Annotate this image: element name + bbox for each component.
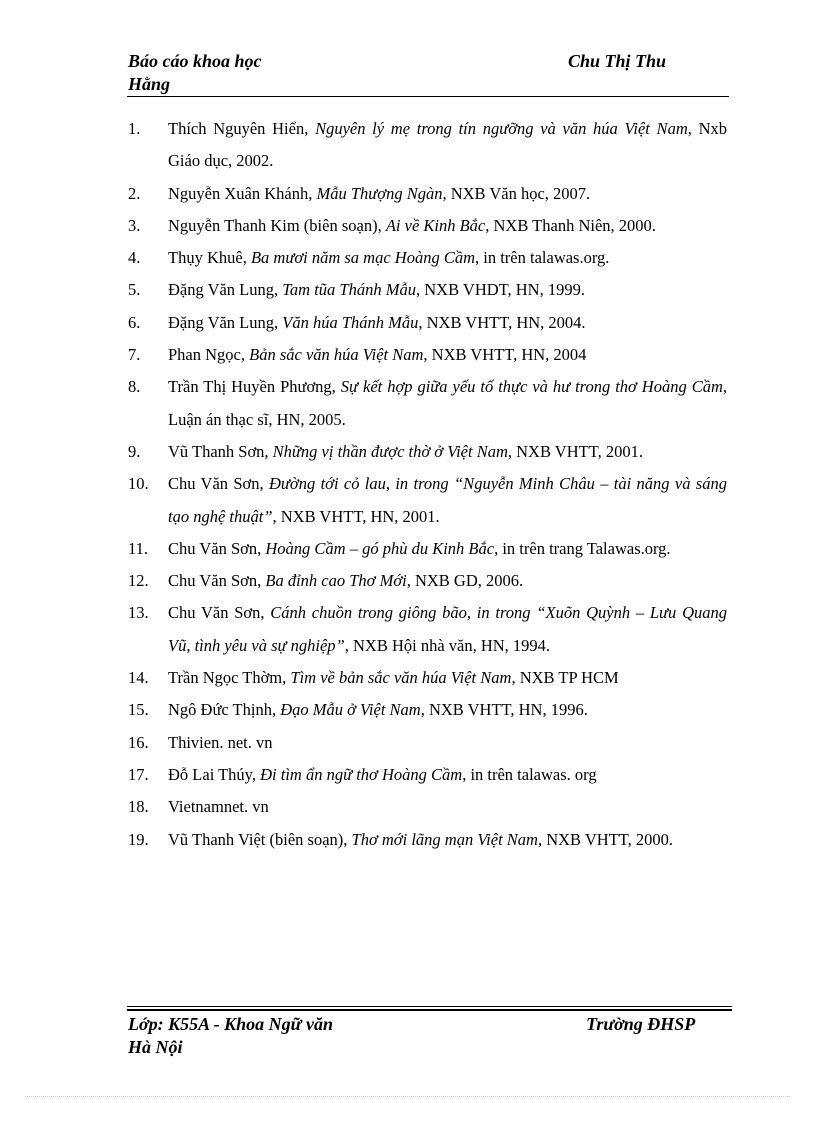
reference-text bbox=[168, 468, 727, 533]
reference-publisher: , NXB VHTT, HN, 2004 bbox=[423, 345, 587, 365]
reference-title: Bản sắc văn húa Việt Nam bbox=[249, 345, 424, 365]
header-author-name-continued: Hằng bbox=[128, 74, 171, 94]
reference-author: Chu Văn Sơn, bbox=[168, 474, 269, 494]
footer-university-city: Hà Nội bbox=[128, 1037, 183, 1057]
reference-item bbox=[128, 694, 727, 726]
reference-item bbox=[128, 274, 727, 306]
reference-number: 7. bbox=[128, 345, 141, 365]
reference-item bbox=[128, 468, 727, 533]
reference-text bbox=[168, 113, 727, 178]
reference-text bbox=[168, 339, 727, 371]
reference-author: Trần Thị Huyền Phương, bbox=[168, 377, 341, 397]
reference-text bbox=[168, 694, 727, 726]
page-footer bbox=[128, 1013, 728, 1061]
reference-author: Vietnamnet. vn bbox=[168, 797, 269, 817]
reference-title: Mẫu Thượng Ngàn bbox=[316, 183, 443, 203]
reference-number: 3. bbox=[128, 215, 141, 235]
reference-publisher: , in trên talawas. org bbox=[462, 764, 597, 784]
reference-item bbox=[128, 759, 727, 791]
reference-item bbox=[128, 307, 727, 339]
reference-title: Tìm về bản sắc văn húa Việt Nam bbox=[290, 668, 512, 688]
reference-number: 4. bbox=[128, 248, 141, 268]
reference-number: 10. bbox=[128, 474, 149, 494]
reference-publisher: , Luận án thạc sĩ, HN, 2005. bbox=[168, 377, 727, 429]
reference-publisher: , in trên talawas.org. bbox=[475, 248, 610, 268]
reference-publisher: , Nxb Giáo dục, 2002. bbox=[168, 119, 727, 171]
reference-text bbox=[168, 307, 727, 339]
reference-publisher: , NXB Văn học, 2007. bbox=[442, 183, 591, 203]
reference-author: Đỗ Lai Thúy, bbox=[168, 764, 261, 784]
reference-title: Nguyên lý mẹ trong tín ngưỡng và văn húa Việt Nam bbox=[315, 119, 688, 138]
reference-publisher: , NXB Hội nhà văn, HN, 1994. bbox=[344, 635, 551, 655]
reference-item bbox=[128, 210, 727, 242]
reference-number: 8. bbox=[128, 377, 141, 397]
footer-divider-thin bbox=[127, 1006, 732, 1007]
reference-text bbox=[168, 597, 727, 662]
reference-item bbox=[128, 371, 727, 436]
reference-number: 9. bbox=[128, 441, 141, 461]
reference-text bbox=[168, 565, 727, 597]
reference-item bbox=[128, 727, 727, 759]
reference-item bbox=[128, 662, 727, 694]
reference-author: Trần Ngọc Thờm, bbox=[168, 668, 291, 688]
reference-title: Đi tìm ẩn ngữ thơ Hoàng Cầm bbox=[260, 764, 463, 784]
reference-title: Ai về Kinh Bắc bbox=[385, 215, 486, 235]
reference-item bbox=[128, 242, 727, 274]
reference-number: 18. bbox=[128, 797, 149, 817]
reference-text bbox=[168, 274, 727, 306]
reference-publisher: NXB VHTT, HN, 1996. bbox=[424, 700, 588, 720]
reference-publisher: , NXB VHTT, 2001. bbox=[507, 441, 643, 461]
reference-text bbox=[168, 210, 727, 242]
reference-author: Đặng Văn Lung, bbox=[168, 312, 283, 332]
reference-text bbox=[168, 178, 727, 210]
header-report-title: Báo cáo khoa học bbox=[128, 51, 262, 71]
reference-text bbox=[168, 436, 727, 468]
reference-title: Đạo Mẫu ở Việt Nam, bbox=[280, 700, 425, 720]
reference-text bbox=[168, 727, 727, 759]
reference-author: Nguyễn Xuân Khánh, bbox=[168, 183, 317, 203]
reference-author: Chu Văn Sơn, bbox=[168, 603, 271, 623]
header-divider bbox=[127, 96, 729, 97]
reference-title: Ba mươi năm sa mạc Hoàng Cầm bbox=[250, 248, 476, 268]
reference-number: 11. bbox=[128, 538, 149, 558]
reference-publisher: , NXB VHDT, HN, 1999. bbox=[415, 280, 585, 300]
reference-publisher: , NXB GD, 2006. bbox=[406, 571, 524, 591]
reference-number: 16. bbox=[128, 732, 149, 752]
reference-author: Phan Ngọc, bbox=[168, 345, 250, 365]
page-header bbox=[128, 50, 728, 98]
reference-number: 1. bbox=[128, 119, 141, 138]
reference-number: 6. bbox=[128, 312, 141, 332]
reference-text bbox=[168, 824, 727, 856]
reference-publisher: , NXB VHTT, 2000. bbox=[537, 829, 674, 849]
reference-text bbox=[168, 533, 727, 565]
reference-number: 14. bbox=[128, 668, 149, 688]
reference-title: Văn húa Thánh Mẫu bbox=[282, 312, 419, 332]
reference-publisher: , NXB Thanh Niên, 2000. bbox=[485, 215, 656, 235]
reference-author: Thivien. net. vn bbox=[168, 732, 273, 752]
footer-class-department: Lớp: K55A - Khoa Ngữ văn bbox=[128, 1014, 333, 1034]
reference-text bbox=[168, 662, 727, 694]
reference-publisher: , NXB VHTT, HN, 2004. bbox=[418, 312, 586, 332]
reference-title: Ba đỉnh cao Thơ Mới bbox=[265, 571, 407, 591]
reference-item bbox=[128, 339, 727, 371]
reference-author: Chu Văn Sơn, bbox=[168, 538, 266, 558]
header-author-name: Chu Thị Thu bbox=[568, 51, 667, 71]
reference-publisher: , NXB VHTT, HN, 2001. bbox=[272, 506, 440, 526]
reference-number: 12. bbox=[128, 571, 149, 591]
reference-title: Tam tũa Thánh Mẫu bbox=[282, 280, 416, 300]
reference-item bbox=[128, 436, 727, 468]
reference-item bbox=[128, 533, 727, 565]
reference-item bbox=[128, 178, 727, 210]
reference-author: Đặng Văn Lung, bbox=[168, 280, 283, 300]
reference-item bbox=[128, 565, 727, 597]
reference-author: Thụy Khuê, bbox=[168, 248, 251, 268]
reference-number: 15. bbox=[128, 700, 149, 720]
reference-number: 19. bbox=[128, 829, 149, 849]
reference-title: Cánh chuồn trong giông bão, in trong “Xuõn Quỳnh – Lưu Quang Vũ, tình yêu và sự nghiệp” bbox=[168, 603, 727, 655]
reference-title: Sự kết hợp giữa yếu tố thực và hư trong thơ Hoàng Cầm bbox=[340, 377, 723, 397]
footer-university: Trường ĐHSP bbox=[586, 1014, 696, 1034]
reference-publisher: , NXB TP HCM bbox=[511, 668, 619, 688]
page-bottom-edge bbox=[25, 1096, 790, 1097]
reference-item bbox=[128, 791, 727, 823]
reference-number: 2. bbox=[128, 183, 141, 203]
reference-text bbox=[168, 371, 727, 436]
reference-title: Đường tới cỏ lau, in trong “Nguyễn Minh Châu – tài năng và sáng tạo nghệ thuật” bbox=[168, 474, 727, 526]
reference-author: Nguyễn Thanh Kim (biên soạn), bbox=[168, 215, 386, 235]
reference-publisher: , in trên trang Talawas.org. bbox=[494, 538, 671, 558]
footer-divider-thick bbox=[127, 1009, 732, 1011]
reference-list bbox=[128, 113, 727, 856]
reference-title: Những vị thần được thờ ở Việt Nam bbox=[272, 441, 508, 461]
reference-item bbox=[128, 597, 727, 662]
reference-author: Vũ Thanh Việt (biên soạn), bbox=[168, 829, 352, 849]
reference-text bbox=[168, 242, 727, 274]
reference-number: 5. bbox=[128, 280, 141, 300]
reference-author: Vũ Thanh Sơn, bbox=[168, 441, 273, 461]
reference-text bbox=[168, 759, 727, 791]
reference-title: Thơ mới lãng mạn Việt Nam bbox=[351, 829, 538, 849]
reference-author: Thích Nguyên Hiển, bbox=[168, 119, 316, 138]
reference-item bbox=[128, 113, 727, 178]
reference-item bbox=[128, 824, 727, 856]
reference-title: Hoàng Cầm – gó phù du Kinh Bắc bbox=[265, 538, 495, 558]
reference-number: 17. bbox=[128, 764, 149, 784]
reference-author: Ngô Đức Thịnh, bbox=[168, 700, 281, 720]
reference-author: Chu Văn Sơn, bbox=[168, 571, 266, 591]
reference-text bbox=[168, 791, 727, 823]
reference-number: 13. bbox=[128, 603, 149, 623]
